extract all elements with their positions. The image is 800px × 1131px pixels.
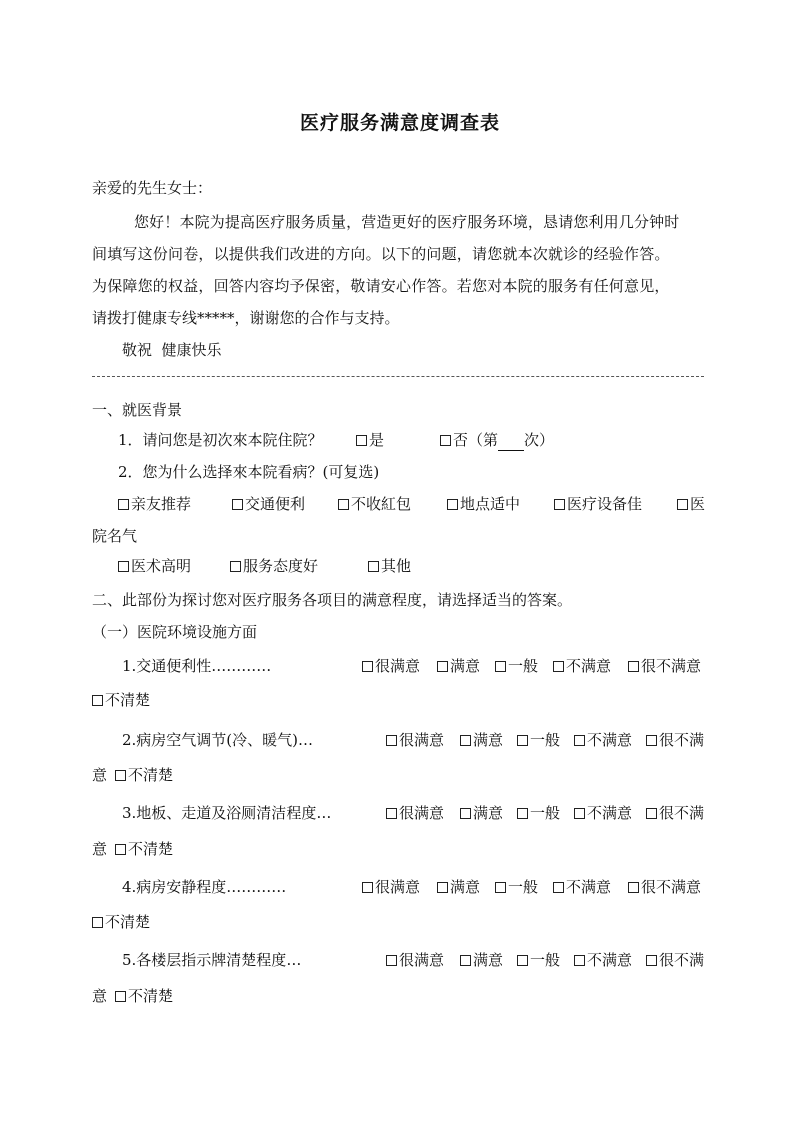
item-5-opt-5[interactable]: 很不满	[646, 950, 704, 970]
checkbox-icon	[118, 499, 129, 510]
checkbox-icon	[677, 499, 688, 510]
item-1-opt-1[interactable]: 很满意	[362, 656, 420, 676]
q2-option-9[interactable]: 其他	[368, 556, 411, 576]
item-4-opt-5[interactable]: 很不满意	[628, 877, 701, 897]
checkbox-icon	[386, 808, 397, 819]
item-2-opt-4[interactable]: 不满意	[574, 730, 632, 750]
intro-line-4: 请拨打健康专线*****，谢谢您的合作与支持。	[92, 309, 400, 327]
item-5-opt-6[interactable]: 意 不清楚	[92, 987, 174, 1005]
closing: 敬祝 健康快乐	[122, 341, 222, 359]
checkbox-icon	[553, 661, 564, 672]
q2-option-3[interactable]: 不收紅包	[338, 494, 411, 514]
item-5-opt-1[interactable]: 很满意	[386, 950, 444, 970]
checkbox-icon	[356, 435, 367, 446]
checkbox-icon	[495, 882, 506, 893]
q2-option-4[interactable]: 地点适中	[447, 494, 520, 514]
item-1-opt-2[interactable]: 满意	[437, 656, 480, 676]
item-5-opt-2[interactable]: 满意	[460, 950, 503, 970]
checkbox-icon	[574, 955, 585, 966]
checkbox-icon	[574, 808, 585, 819]
item-3-opt-3[interactable]: 一般	[517, 803, 560, 823]
checkbox-icon	[115, 844, 126, 855]
checkbox-icon	[437, 882, 448, 893]
item-4-opt-3[interactable]: 一般	[495, 877, 538, 897]
item-2-opt-1[interactable]: 很满意	[386, 730, 444, 750]
item-3-opt-5[interactable]: 很不满	[646, 803, 704, 823]
q2-option-5[interactable]: 医疗设备佳	[554, 494, 642, 514]
checkbox-icon	[495, 661, 506, 672]
dashed-separator	[92, 376, 704, 377]
q2-option-8[interactable]: 服务态度好	[230, 556, 318, 576]
checkbox-icon	[362, 882, 373, 893]
checkbox-icon	[386, 735, 397, 746]
checkbox-icon	[517, 735, 528, 746]
checkbox-icon	[517, 808, 528, 819]
section2-sub1: （一）医院环境设施方面	[92, 623, 258, 641]
q2-text: 2．您为什么选择來本院看病？(可复选)	[118, 463, 380, 481]
checkbox-icon	[92, 917, 103, 928]
checkbox-icon	[646, 808, 657, 819]
checkbox-icon	[646, 955, 657, 966]
item-2-opt-5[interactable]: 很不满	[646, 730, 704, 750]
q2-option-2[interactable]: 交通便利	[232, 494, 305, 514]
checkbox-icon	[115, 991, 126, 1002]
checkbox-icon	[554, 499, 565, 510]
checkbox-icon	[460, 955, 471, 966]
checkbox-icon	[230, 561, 241, 572]
checkbox-icon	[118, 561, 129, 572]
intro-line-2: 间填写这份问卷，以提供我们改进的方向。以下的问题，请您就本次就诊的经验作答。	[92, 245, 670, 263]
checkbox-icon	[553, 882, 564, 893]
item-3-opt-2[interactable]: 满意	[460, 803, 503, 823]
checkbox-icon	[628, 882, 639, 893]
item-1-opt-4[interactable]: 不满意	[553, 656, 611, 676]
q1-option-yes[interactable]: 是	[356, 430, 384, 450]
section1-heading: 一、就医背景	[92, 401, 183, 419]
visit-count-blank[interactable]	[498, 430, 524, 451]
checkbox-icon	[517, 955, 528, 966]
greeting: 亲爱的先生女士：	[92, 179, 213, 197]
checkbox-icon	[232, 499, 243, 510]
checkbox-icon	[386, 955, 397, 966]
item-1-opt-3[interactable]: 一般	[495, 656, 538, 676]
q2-option-7[interactable]: 医术高明	[118, 556, 191, 576]
checkbox-icon	[447, 499, 458, 510]
item-4-opt-2[interactable]: 满意	[437, 877, 480, 897]
item-3-opt-4[interactable]: 不满意	[574, 803, 632, 823]
checkbox-icon	[115, 770, 126, 781]
section2-heading: 二、此部份为探讨您对医疗服务各项目的满意程度，请选择适当的答案。	[92, 591, 573, 609]
item-4-opt-4[interactable]: 不满意	[553, 877, 611, 897]
item-1-opt-5[interactable]: 很不满意	[628, 656, 701, 676]
checkbox-icon	[574, 735, 585, 746]
checkbox-icon	[460, 735, 471, 746]
item-2-opt-6[interactable]: 意 不清楚	[92, 766, 174, 784]
item-2-opt-2[interactable]: 满意	[460, 730, 503, 750]
item-5-opt-4[interactable]: 不满意	[574, 950, 632, 970]
q1-option-no[interactable]: 否（第 次）	[440, 430, 554, 451]
item-4-label: 4.病房安静程度…………	[122, 878, 287, 896]
checkbox-icon	[460, 808, 471, 819]
q2-option-6-wrap: 院名气	[92, 527, 138, 545]
intro-line-1: 您好！本院为提高医疗服务质量，营造更好的医疗服务环境，恳请您利用几分钟时	[134, 213, 680, 231]
item-4-opt-6[interactable]: 不清楚	[92, 912, 150, 932]
checkbox-icon	[338, 499, 349, 510]
q2-option-1[interactable]: 亲友推荐	[118, 494, 191, 514]
item-5-opt-3[interactable]: 一般	[517, 950, 560, 970]
checkbox-icon	[440, 435, 451, 446]
item-5-label: 5.各楼层指示牌清楚程度…	[122, 951, 302, 969]
checkbox-icon	[646, 735, 657, 746]
intro-line-3: 为保障您的权益，回答内容均予保密，敬请安心作答。若您对本院的服务有任何意见，	[92, 277, 670, 295]
item-3-label: 3.地板、走道及浴厕清洁程度…	[122, 804, 332, 822]
checkbox-icon	[628, 661, 639, 672]
item-4-opt-1[interactable]: 很满意	[362, 877, 420, 897]
q2-option-6[interactable]: 医	[677, 494, 705, 514]
item-2-opt-3[interactable]: 一般	[517, 730, 560, 750]
item-1-label: 1.交通便利性…………	[122, 657, 272, 675]
item-2-label: 2.病房空气调节(冷、暖气)…	[122, 731, 314, 749]
checkbox-icon	[92, 695, 103, 706]
item-3-opt-6[interactable]: 意 不清楚	[92, 840, 174, 858]
item-1-opt-6[interactable]: 不清楚	[92, 690, 150, 710]
checkbox-icon	[368, 561, 379, 572]
page-title: 医疗服务满意度调查表	[299, 112, 500, 134]
checkbox-icon	[362, 661, 373, 672]
q1-text: 1．请问您是初次來本院住院？	[118, 431, 323, 449]
checkbox-icon	[437, 661, 448, 672]
item-3-opt-1[interactable]: 很满意	[386, 803, 444, 823]
